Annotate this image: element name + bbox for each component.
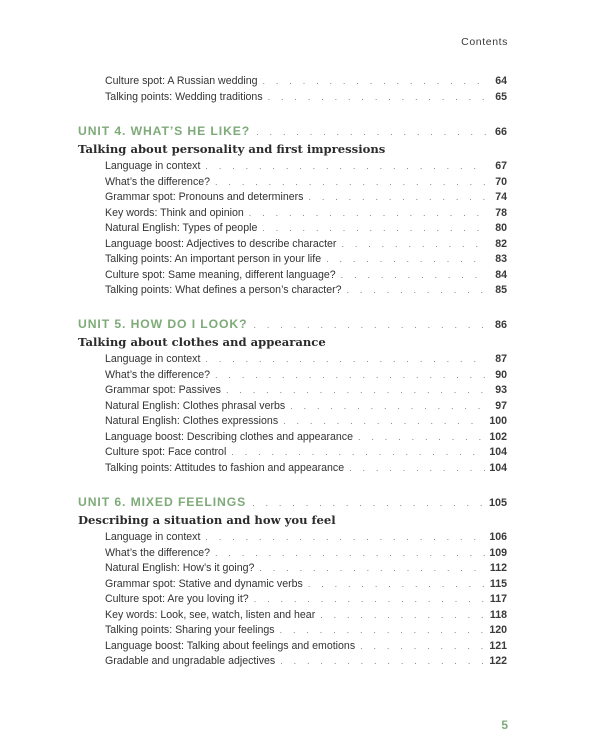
toc-entry-label: What’s the difference?	[105, 175, 211, 188]
toc-entry-label: Language boost: Describing clothes and appearance	[105, 430, 353, 443]
toc-entry-label: What’s the difference?	[105, 368, 211, 381]
toc-entry-label: Natural English: How’s it going?	[105, 562, 255, 574]
dot-leader	[358, 432, 485, 442]
unit-heading[interactable]	[78, 317, 507, 333]
toc-entry-page: 104	[489, 461, 507, 474]
unit-page: 66	[494, 126, 507, 138]
toc-entry[interactable]	[105, 531, 507, 546]
toc-entry-label: Talking points: Sharing your feelings	[105, 624, 275, 636]
toc-entry-page: 102	[489, 430, 507, 443]
toc-entry[interactable]	[105, 353, 507, 368]
toc-entry[interactable]	[105, 655, 507, 670]
toc-entry-label: Talking points: Attitudes to fashion and appearance	[105, 461, 345, 474]
dot-leader	[205, 161, 485, 171]
toc-entry-page: 80	[495, 222, 507, 234]
toc-entry-page: 78	[495, 206, 507, 219]
dot-leader	[262, 223, 485, 233]
running-header: Contents	[461, 36, 508, 48]
toc-entry[interactable]	[105, 624, 507, 639]
dot-leader	[360, 641, 485, 651]
dot-leader	[215, 548, 485, 558]
toc-entry-label: Talking points: An important person in your life	[105, 253, 322, 265]
toc-entry-page: 117	[489, 593, 507, 605]
dot-leader	[215, 177, 485, 187]
toc-entry[interactable]	[105, 207, 507, 222]
toc-entry[interactable]	[105, 462, 507, 477]
dot-leader	[280, 625, 485, 635]
toc-entry[interactable]	[105, 384, 507, 399]
unit-subtitle: Talking about clothes and appearance	[78, 335, 326, 349]
toc-entry-page: 118	[489, 608, 507, 621]
dot-leader	[308, 192, 485, 202]
dot-leader	[341, 270, 485, 280]
toc-entry-page: 70	[495, 175, 507, 188]
toc-entry-page: 115	[489, 577, 507, 590]
dot-leader	[231, 447, 485, 457]
toc-entry-label: Language boost: Talking about feelings and emotions	[105, 639, 356, 652]
toc-entry[interactable]	[105, 91, 507, 106]
toc-entry-label: Natural English: Clothes expressions	[105, 415, 279, 427]
dot-leader	[263, 76, 485, 86]
unit-heading[interactable]	[78, 495, 507, 511]
dot-leader	[252, 498, 485, 508]
toc-entry-page: 83	[495, 253, 507, 265]
dot-leader	[341, 239, 485, 249]
dot-leader	[280, 656, 485, 666]
toc-entry[interactable]	[105, 609, 507, 624]
toc-entry-label: Key words: Look, see, watch, listen and hear	[105, 608, 316, 621]
unit-page: 86	[494, 319, 507, 331]
toc-entry-page: 67	[495, 160, 507, 172]
toc-entry-label: Culture spot: Same meaning, different language?	[105, 268, 336, 281]
toc-entry[interactable]	[105, 160, 507, 175]
toc-entry[interactable]	[105, 578, 507, 593]
toc-entry[interactable]	[105, 547, 507, 562]
dot-leader	[347, 285, 485, 295]
unit-title: UNIT 6. MIXED FEELINGS	[78, 495, 247, 509]
toc-entry-label: Culture spot: Are you loving it?	[105, 593, 249, 605]
toc-entry-page: 82	[495, 237, 507, 250]
unit-subtitle: Describing a situation and how you feel	[78, 513, 336, 527]
toc-entry[interactable]	[105, 593, 507, 608]
toc-entry[interactable]	[105, 284, 507, 299]
toc-entry-label: Grammar spot: Pronouns and determiners	[105, 191, 304, 203]
unit-title: UNIT 5. HOW DO I LOOK?	[78, 317, 248, 331]
unit-page: 105	[488, 497, 507, 509]
toc-entry-page: 106	[489, 531, 507, 543]
dot-leader	[320, 610, 485, 620]
toc-entry-label: Language boost: Adjectives to describe character	[105, 237, 337, 250]
toc-entry-page: 74	[495, 191, 507, 203]
toc-entry-label: Natural English: Clothes phrasal verbs	[105, 399, 286, 412]
toc-entry-label: Language in context	[105, 531, 201, 543]
toc-entry[interactable]	[105, 640, 507, 655]
toc-entry-label: Gradable and ungradable adjectives	[105, 655, 276, 667]
toc-entry[interactable]	[105, 431, 507, 446]
toc-entry-page: 93	[495, 384, 507, 396]
toc-entry[interactable]	[105, 269, 507, 284]
toc-entry-page: 121	[489, 639, 507, 652]
toc-entry[interactable]	[105, 222, 507, 237]
dot-leader	[326, 254, 485, 264]
dot-leader	[253, 320, 491, 330]
toc-entry[interactable]	[105, 191, 507, 206]
toc-entry[interactable]	[105, 369, 507, 384]
toc-entry-page: 97	[495, 399, 507, 412]
dot-leader	[308, 579, 485, 589]
page-number: 5	[501, 718, 508, 732]
dot-leader	[268, 92, 485, 102]
toc-entry-label: Culture spot: A Russian wedding	[105, 75, 258, 87]
toc-entry-page: 87	[495, 353, 507, 365]
toc-entry-label: Language in context	[105, 160, 201, 172]
toc-entry-page: 65	[495, 91, 507, 103]
toc-entry-page: 100	[489, 415, 507, 427]
toc-entry[interactable]	[105, 446, 507, 461]
toc-entry-label: Key words: Think and opinion	[105, 206, 244, 219]
toc-entry-label: Culture spot: Face control	[105, 446, 227, 458]
toc-entry-page: 90	[495, 368, 507, 381]
toc-entry-page: 104	[489, 446, 507, 458]
toc-entry[interactable]	[105, 415, 507, 430]
toc-entry-page: 84	[495, 268, 507, 281]
dot-leader	[259, 563, 485, 573]
toc-entry[interactable]	[105, 562, 507, 577]
dot-leader	[254, 594, 485, 604]
toc-entry-label: Talking points: Wedding traditions	[105, 91, 263, 103]
toc-entry-page: 109	[489, 546, 507, 559]
dot-leader	[205, 354, 485, 364]
unit-heading[interactable]	[78, 124, 507, 140]
toc-entry[interactable]	[105, 238, 507, 253]
toc-entry[interactable]	[105, 400, 507, 415]
dot-leader	[256, 127, 491, 137]
toc-entry-page: 120	[489, 624, 507, 636]
dot-leader	[215, 370, 485, 380]
dot-leader	[283, 416, 485, 426]
dot-leader	[249, 208, 485, 218]
toc-entry-page: 112	[489, 562, 507, 574]
dot-leader	[290, 401, 485, 411]
dot-leader	[226, 385, 485, 395]
toc-entry[interactable]	[105, 75, 507, 90]
toc-entry-label: Language in context	[105, 353, 201, 365]
toc-entry-page: 122	[489, 655, 507, 667]
toc-entry-label: Grammar spot: Stative and dynamic verbs	[105, 577, 303, 590]
toc-entry-page: 85	[495, 284, 507, 296]
dot-leader	[205, 532, 485, 542]
dot-leader	[349, 463, 485, 473]
toc-entry-label: What’s the difference?	[105, 546, 211, 559]
toc-entry-label: Talking points: What defines a person’s character?	[105, 284, 342, 296]
toc-entry[interactable]	[105, 176, 507, 191]
toc-entry-label: Grammar spot: Passives	[105, 384, 221, 396]
unit-title: UNIT 4. WHAT’S HE LIKE?	[78, 124, 251, 138]
toc-entry-label: Natural English: Types of people	[105, 222, 258, 234]
unit-subtitle: Talking about personality and first impressions	[78, 142, 386, 156]
toc-entry-page: 64	[495, 75, 507, 87]
toc-entry[interactable]	[105, 253, 507, 268]
